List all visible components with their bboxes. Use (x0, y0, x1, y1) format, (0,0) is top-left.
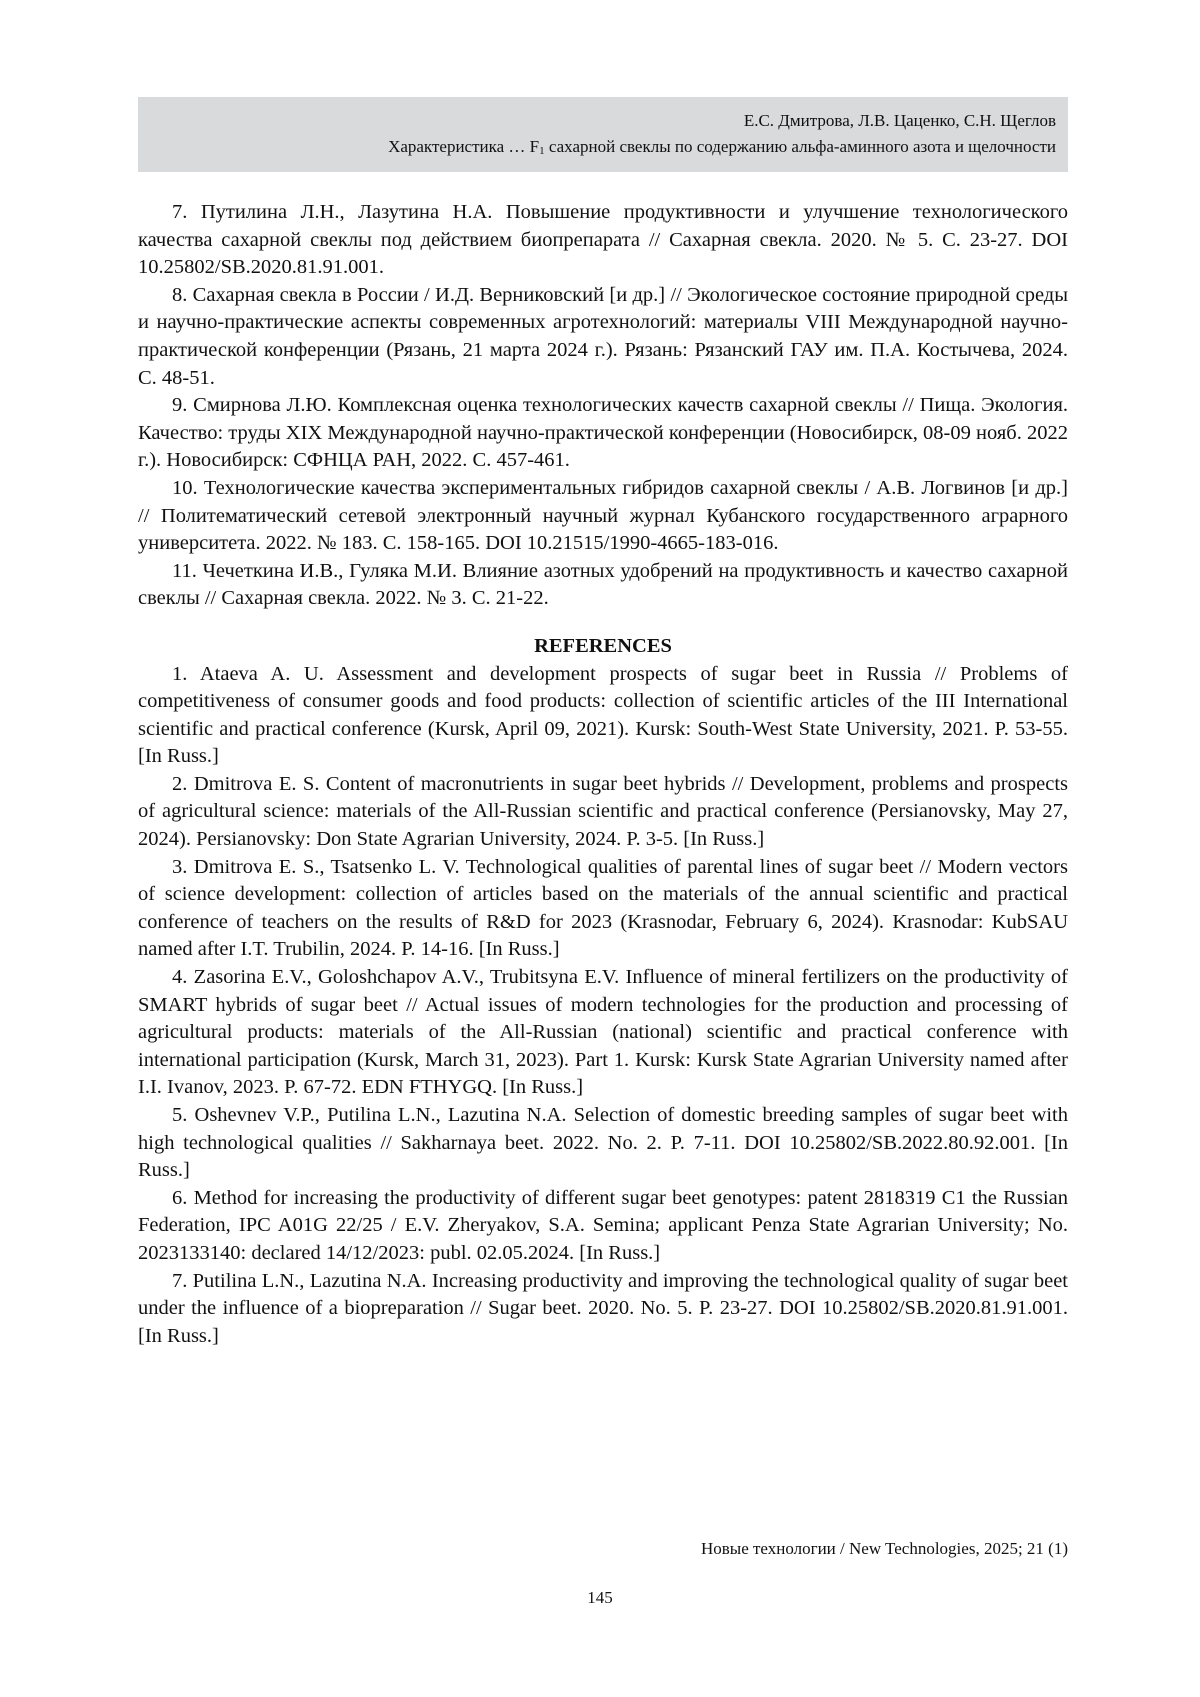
reference-en-4: 4. Zasorina E.V., Goloshchapov A.V., Trubitsyna E.V. Influence of mineral fertilizers on the productivity of SMART hybrids of sugar beet // Actual issues of modern technologies for the production and processing of agricultural products: materials of the All-Russian (national) scientific and practical conference with international participation (Kursk, March 31, 2023). Part 1. Kursk: Kursk State Agrarian University named after I.I. Ivanov, 2023. P. 67-72. EDN FTHYGQ. [In Russ.] (138, 966, 1068, 1099)
reference-en-7: 7. Putilina L.N., Lazutina N.A. Increasing productivity and improving the technological quality of sugar beet under the influence of a biopreparation // Sugar beet. 2020. No. 5. P. 23-27. DOI 10.25802/SB.2020.81.91.001. [In Russ.] (138, 1269, 1068, 1347)
journal-footer: Новые технологии / New Technologies, 2025; 21 (1) (700, 1539, 1068, 1558)
references-heading: REFERENCES (534, 634, 672, 657)
reference-en-5: 5. Oshevnev V.P., Putilina L.N., Lazutina N.A. Selection of domestic breeding samples of sugar beet with high technological qualities // Sakharnaya beet. 2022. No. 2. P. 7-11. DOI 10.25802/SB.2022.80.92.001. [In Russ.] (138, 1104, 1068, 1182)
page-number: 145 (587, 1588, 613, 1607)
header-title-subscript: 1 (539, 145, 545, 157)
reference-ru-10: 10. Технологические качества экспериментальных гибридов сахарной свеклы / А.В. Логвинов [и др.] // Политематический сетевой электронный научный журнал Кубанского государственного аграрного университета. 2022. № 183. С. 158-165. DOI 10.21515/1990-4665-183-016. (138, 476, 1068, 555)
reference-en-3: 3. Dmitrova E. S., Tsatsenko L. V. Technological qualities of parental lines of sugar beet // Modern vectors of science development: collection of articles based on the materials of the annual scientific and practical conference of teachers on the results of R&D for 2023 (Krasnodar, February 6, 2024). Krasnodar: KubSAU named after I.T. Trubilin, 2024. P. 14-16. [In Russ.] (138, 855, 1068, 961)
header-authors: Е.С. Дмитрова, Л.В. Цаценко, С.Н. Щеглов (743, 111, 1056, 130)
running-header (138, 97, 1068, 172)
header-title (138, 134, 1056, 160)
reference-en-2: 2. Dmitrova E. S. Content of macronutrients in sugar beet hybrids // Development, problems and prospects of agricultural science: materials of the All-Russian scientific and practical conference (Persianovsky, May 27, 2024). Persianovsky: Don State Agrarian University, 2024. P. 3-5. [In Russ.] (138, 772, 1068, 851)
header-title-end: сахарной свеклы по содержанию альфа-аминного азота и щелочности (544, 137, 1056, 156)
reference-en-1: 1. Ataeva A. U. Assessment and development prospects of sugar beet in Russia // Problems of competitiveness of consumer goods and food products: collection of scientific articles of the III International scientific and practical conference (Kursk, April 09, 2021). Kursk: South-West State University, 2021. P. 53-55. [In Russ.] (138, 662, 1068, 768)
reference-list (138, 199, 1068, 1350)
reference-en-6: 6. Method for increasing the productivity of different sugar beet genotypes: patent 2818319 C1 the Russian Federation, IPC A01G 22/25 / E.V. Zheryakov, S.A. Semina; applicant Penza State Agrarian University; No. 2023133140: declared 14/12/2023: publ. 02.05.2024. [In Russ.] (138, 1186, 1068, 1264)
reference-ru-7: 7. Путилина Л.Н., Лазутина Н.А. Повышение продуктивности и улучшение технологического качества сахарной свеклы под действием биопрепарата // Сахарная свекла. 2020. № 5. С. 23-27. DOI 10.25802/SB.2020.81.91.001. (138, 201, 1068, 279)
reference-ru-8: 8. Сахарная свекла в России / И.Д. Верниковский [и др.] // Экологическое состояние природной среды и научно-практические аспекты современных агротехнологий: материалы VIII Международной научно-практической конференции (Рязань, 21 марта 2024 г.). Рязань: Рязанский ГАУ им. П.А. Костычева, 2024. С. 48-51. (138, 283, 1068, 389)
reference-ru-11: 11. Чечеткина И.В., Гуляка М.И. Влияние азотных удобрений на продуктивность и качество сахарной свеклы // Сахарная свекла. 2022. № 3. С. 21-22. (138, 559, 1068, 610)
header-title-start: Характеристика … F (388, 137, 540, 156)
reference-ru-9: 9. Смирнова Л.Ю. Комплексная оценка технологических качеств сахарной свеклы // Пища. Экология. Качество: труды XIX Международной научно-практической конференции (Новосибирск, 08-09 нояб. 2022 г.). Новосибирск: СФНЦА РАН, 2022. С. 457-461. (138, 394, 1068, 472)
